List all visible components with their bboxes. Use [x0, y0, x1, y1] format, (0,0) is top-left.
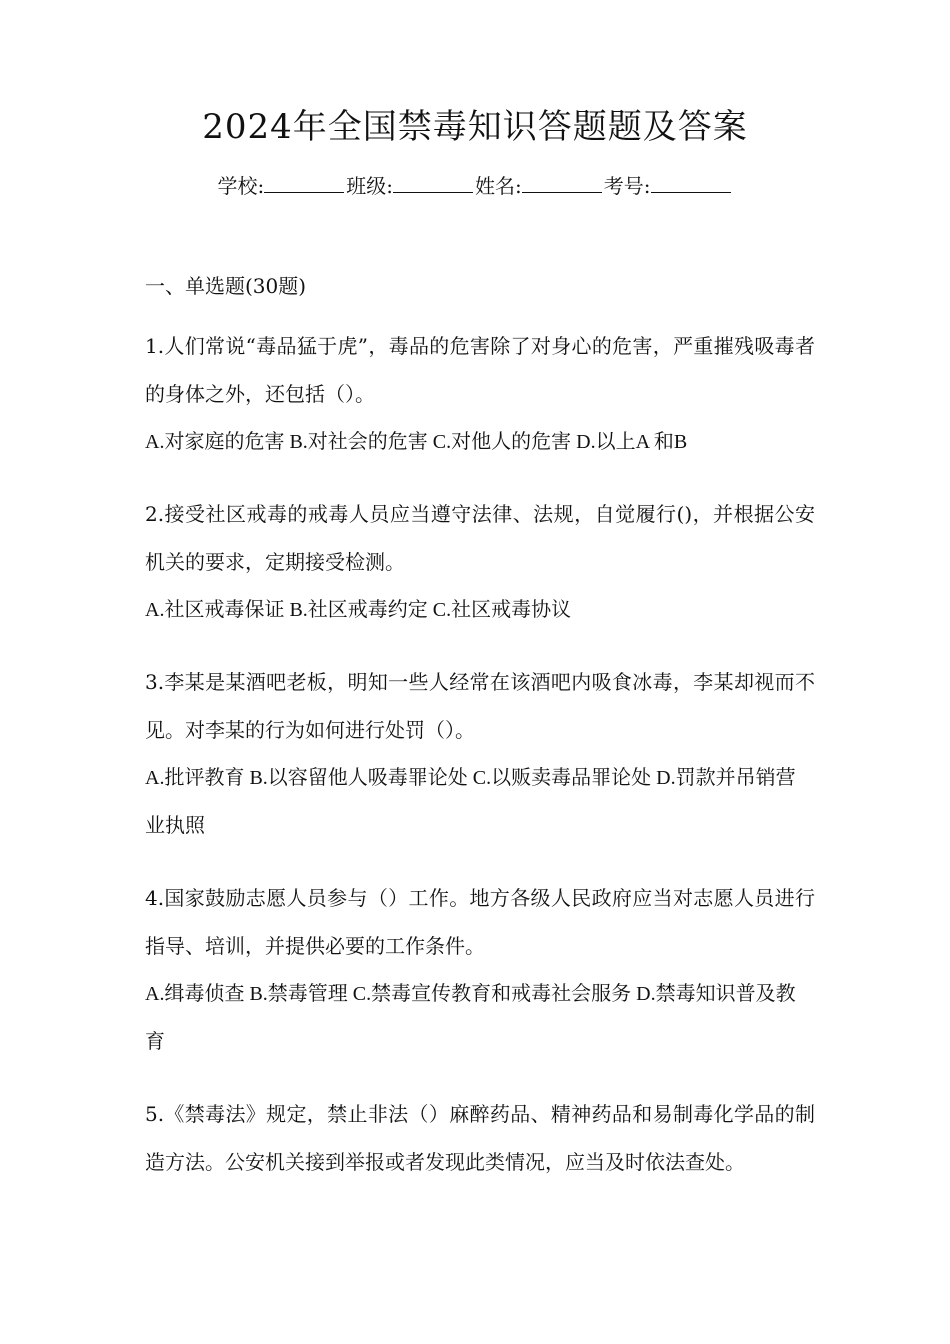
class-label: 班级: — [346, 174, 393, 198]
question-options: A.对家庭的危害 B.对社会的危害 C.对他人的危害 D.以上A 和B — [145, 431, 688, 453]
page-title: 2024年全国禁毒知识答题题及答案 — [202, 107, 748, 147]
question-4 — [145, 874, 815, 1066]
class-blank — [393, 172, 473, 193]
question-3 — [145, 658, 815, 850]
question-stem: 5.《禁毒法》规定，禁止非法（）麻醉药品、精神药品和易制毒化学品的制造方法。公安机关接到举报或者发现此类情况，应当及时依法查处。 — [145, 1102, 815, 1174]
question-stem: 4.国家鼓励志愿人员参与（）工作。地方各级人民政府应当对志愿人员进行指导、培训，并提供必要的工作条件。 — [145, 886, 815, 958]
question-stem: 2.接受社区戒毒的戒毒人员应当遵守法律、法规，自觉履行()，并根据公安机关的要求，定期接受检测。 — [145, 502, 815, 574]
question-options: A.批评教育 B.以容留他人吸毒罪论处 C.以贩卖毒品罪论处 D.罚款并吊销营业执照 — [145, 767, 796, 837]
school-blank — [264, 172, 344, 193]
question-1 — [145, 322, 815, 466]
question-options: A.缉毒侦查 B.禁毒管理 C.禁毒宣传教育和戒毒社会服务 D.禁毒知识普及教育 — [145, 983, 796, 1053]
name-blank — [522, 172, 602, 193]
question-stem: 1.人们常说“毒品猛于虎”，毒品的危害除了对身心的危害，严重摧残吸毒者的身体之外，还包括（）。 — [145, 334, 815, 406]
question-5 — [145, 1090, 815, 1186]
question-2 — [145, 490, 815, 634]
student-info-line — [0, 170, 950, 202]
question-content — [145, 268, 815, 1210]
section-title: 一、单选题(30题) — [145, 274, 307, 298]
question-stem: 3.李某是某酒吧老板，明知一些人经常在该酒吧内吸食冰毒，李某却视而不见。对李某的行为如何进行处罚（）。 — [145, 670, 815, 742]
school-label: 学校: — [217, 174, 265, 198]
question-options: A.社区戒毒保证 B.社区戒毒约定 C.社区戒毒协议 — [145, 599, 572, 621]
exam-number-blank — [651, 172, 731, 193]
exam-number-label: 考号: — [603, 174, 651, 198]
name-label: 姓名: — [475, 174, 522, 198]
